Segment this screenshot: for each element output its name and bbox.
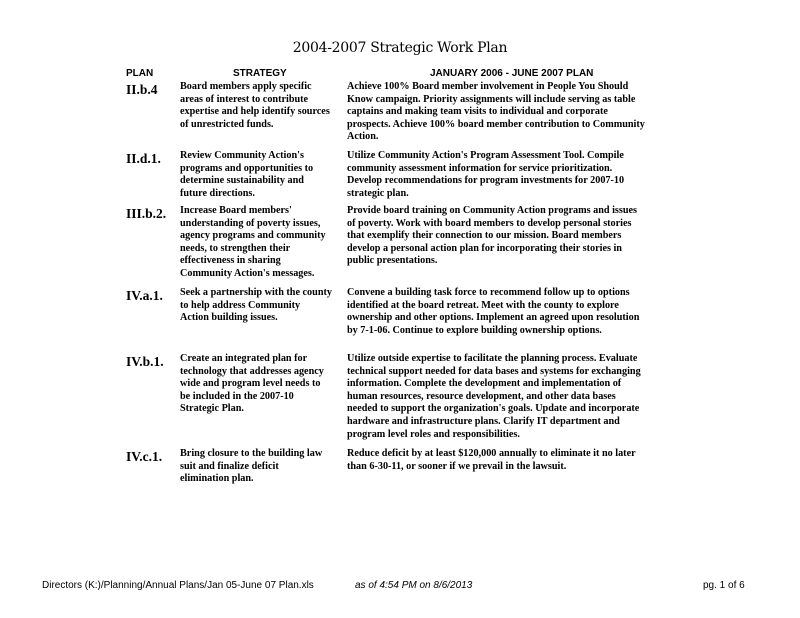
action-text: Utilize outside expertise to facilitate the planning process. Evaluate technical support needed for data bases and systems for exchanging information. Complete the development and implementation of human resources, resource development, and other data bases needed to support the organization's goals. Update and incorporate hardware and infrastructure plans. Clarify IT department and program level roles and responsibilities. xyxy=(347,353,641,440)
strategy-text: Bring closure to the building law suit and finalize deficit elimination plan. xyxy=(180,448,323,485)
action-text: Provide board training on Community Action programs and issues of poverty. Work with board members to develop personal stories that exemplify their connection to our mission. Board members develop a personal action plan for incorporating their stories in public presentations. xyxy=(347,205,637,267)
column-header-strategy: STRATEGY xyxy=(233,68,287,79)
action-text: Achieve 100% Board member involvement in People You Should Know campaign. Priority assignments will include serving as table captains and making team visits to individual and corporate prospects. Achieve 100% board member contribution to Community Action. xyxy=(347,81,645,143)
action-text: Utilize Community Action's Program Assessment Tool. Compile community assessment information for service prioritization. Develop recommendations for program investments for 2007-10 strategic plan. xyxy=(347,150,625,199)
plan-code: IV.a.1. xyxy=(126,288,163,303)
plan-code: III.b.2. xyxy=(126,206,167,221)
action-text: Reduce deficit by at least $120,000 annually to eliminate it no later than 6-30-11, or sooner if we prevail in the lawsuit. xyxy=(347,448,636,472)
action-text: Convene a building task force to recommend follow up to options identified at the board retreat. Meet with the county to explore ownership and other options. Implement an agreed upon resolution by 7-1-06. Continue to explore building ownership options. xyxy=(347,287,640,336)
column-header-plan: PLAN xyxy=(126,68,154,79)
plan-code: IV.b.1. xyxy=(126,354,164,369)
strategy-text: Seek a partnership with the county to help address Community Action building issues. xyxy=(180,287,332,324)
strategy-text: Review Community Action's programs and opportunities to determine sustainability and future directions. xyxy=(180,150,314,199)
column-header-period: JANUARY 2006 - JUNE 2007 PLAN xyxy=(430,68,594,79)
footer-page-number: pg. 1 of 6 xyxy=(703,580,745,591)
strategy-text: Increase Board members' understanding of poverty issues, agency programs and community needs, to strengthen their effectiveness in sharing Community Action's messages. xyxy=(180,205,326,279)
strategy-text: Board members apply specific areas of interest to contribute expertise and help identify sources of unrestricted funds. xyxy=(180,81,330,130)
document-title: 2004-2007 Strategic Work Plan xyxy=(292,40,508,56)
strategy-text: Create an integrated plan for technology that addresses agency wide and program level needs to be included in the 2007-10 Strategic Plan. xyxy=(180,353,324,415)
footer-timestamp: as of 4:54 PM on 8/6/2013 xyxy=(355,580,473,591)
plan-code: IV.c.1. xyxy=(126,449,163,464)
plan-code: II.d.1. xyxy=(126,151,161,166)
plan-code: II.b.4 xyxy=(126,82,158,97)
footer-file-path: Directors (K:)/Planning/Annual Plans/Jan 05-June 07 Plan.xls xyxy=(42,580,314,591)
